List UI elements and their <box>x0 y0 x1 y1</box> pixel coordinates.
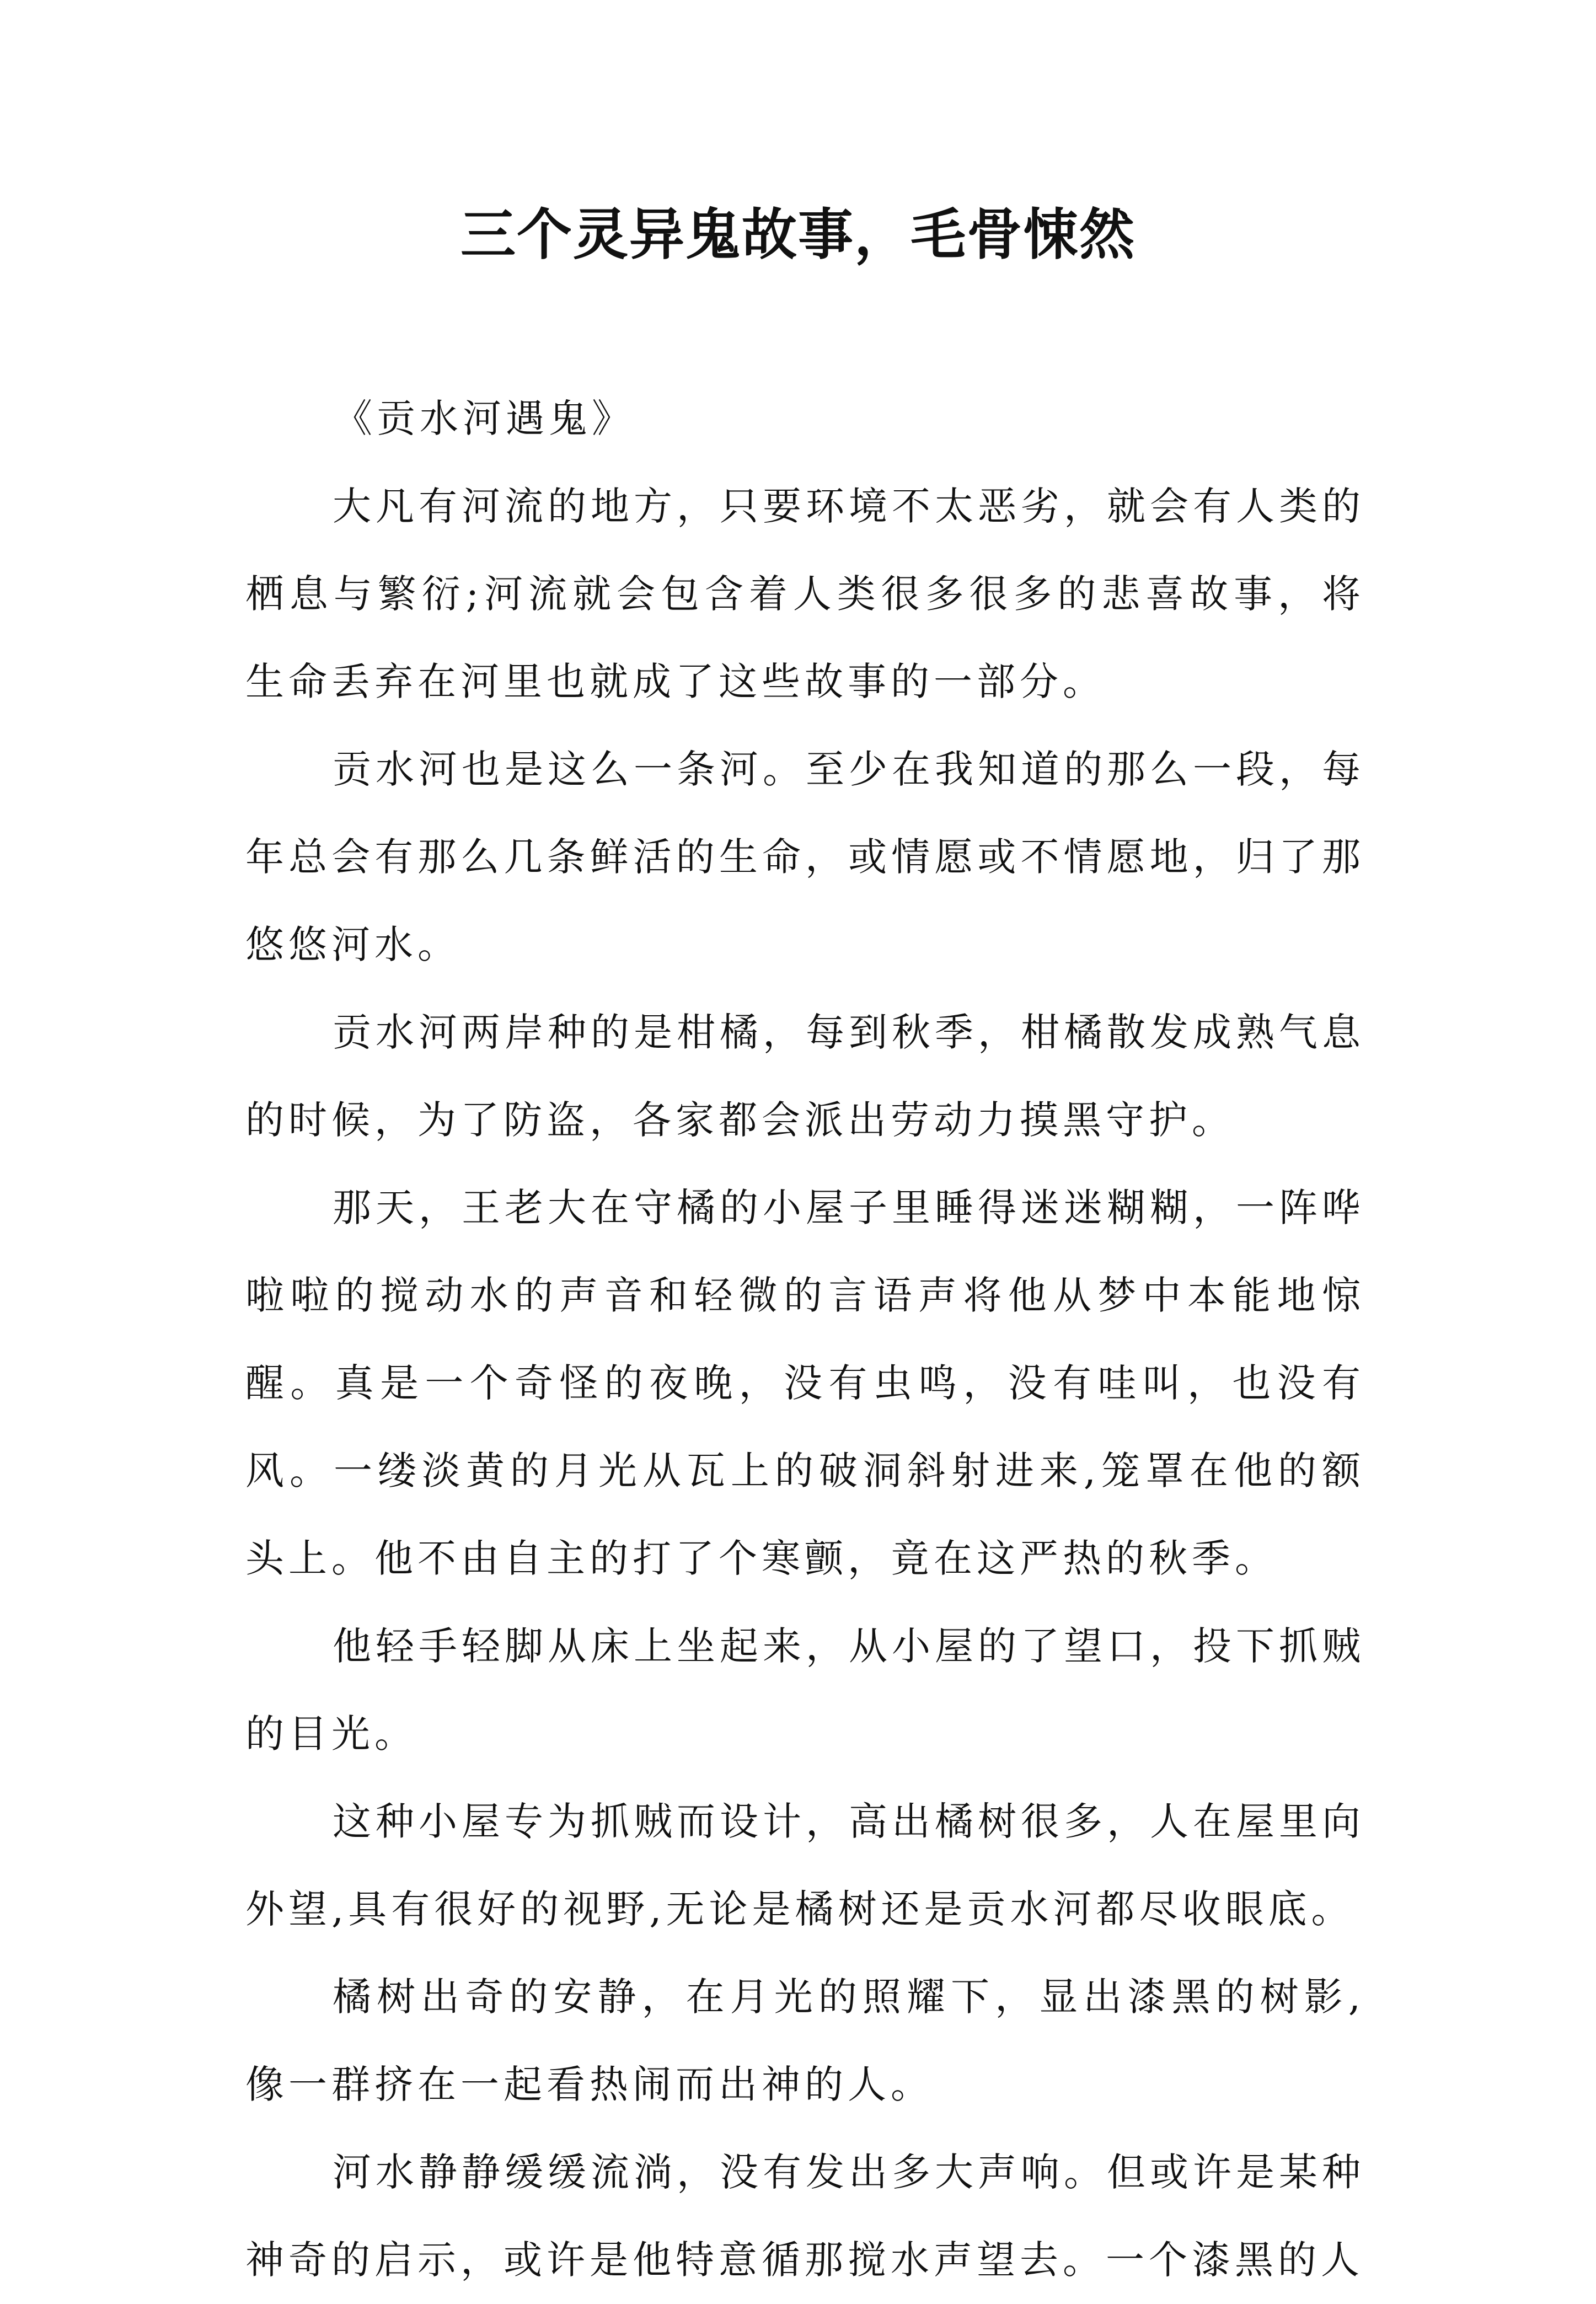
paragraph-8: 河水静静缓缓流淌，没有发出多大声响。但或许是某种神奇的启示，或许是他特意循那搅水声望去。一个漆黑的人 <box>245 2150 1365 2282</box>
paragraph-1: 大凡有河流的地方，只要环境不太恶劣，就会有人类的栖息与繁衍;河流就会包含着人类很多很多的悲喜故事，将生命丢弃在河里也就成了这些故事的一部分。 <box>245 484 1365 704</box>
paragraph-2: 贡水河也是这么一条河。至少在我知道的那么一段，每年总会有那么几条鲜活的生命，或情愿或不情愿地，归了那悠悠河水。 <box>245 747 1365 967</box>
story-title: 《贡水河遇鬼》 <box>334 396 635 441</box>
paragraph-5: 他轻手轻脚从床上坐起来，从小屋的了望口，投下抓贼的目光。 <box>245 1623 1365 1756</box>
paragraph-3: 贡水河两岸种的是柑橘，每到秋季，柑橘散发成熟气息的时候，为了防盗，各家都会派出劳动力摸黑守护。 <box>245 1010 1365 1143</box>
paragraph-7: 橘树出奇的安静，在月光的照耀下，显出漆黑的树影,像一群挤在一起看热闹而出神的人。 <box>245 1974 1365 2107</box>
paragraph-6: 这种小屋专为抓贼而设计，高出橘树很多，人在屋里向外望,具有很好的视野,无论是橘树还是贡水河都尽收眼底。 <box>245 1799 1365 1932</box>
document-body <box>245 375 1365 2304</box>
paragraph-4: 那天，王老大在守橘的小屋子里睡得迷迷糊糊，一阵哗啦啦的搅动水的声音和轻微的言语声将他从梦中本能地惊醒。真是一个奇怪的夜晚，没有虫鸣，没有哇叫，也没有风。一缕淡黄的月光从瓦上的破洞斜射进来,笼罩在他的额头上。他不由自主的打了个寒颤，竟在这严热的秋季。 <box>245 1185 1365 1581</box>
document-title: 三个灵异鬼故事，毛骨悚然 <box>460 202 1136 267</box>
